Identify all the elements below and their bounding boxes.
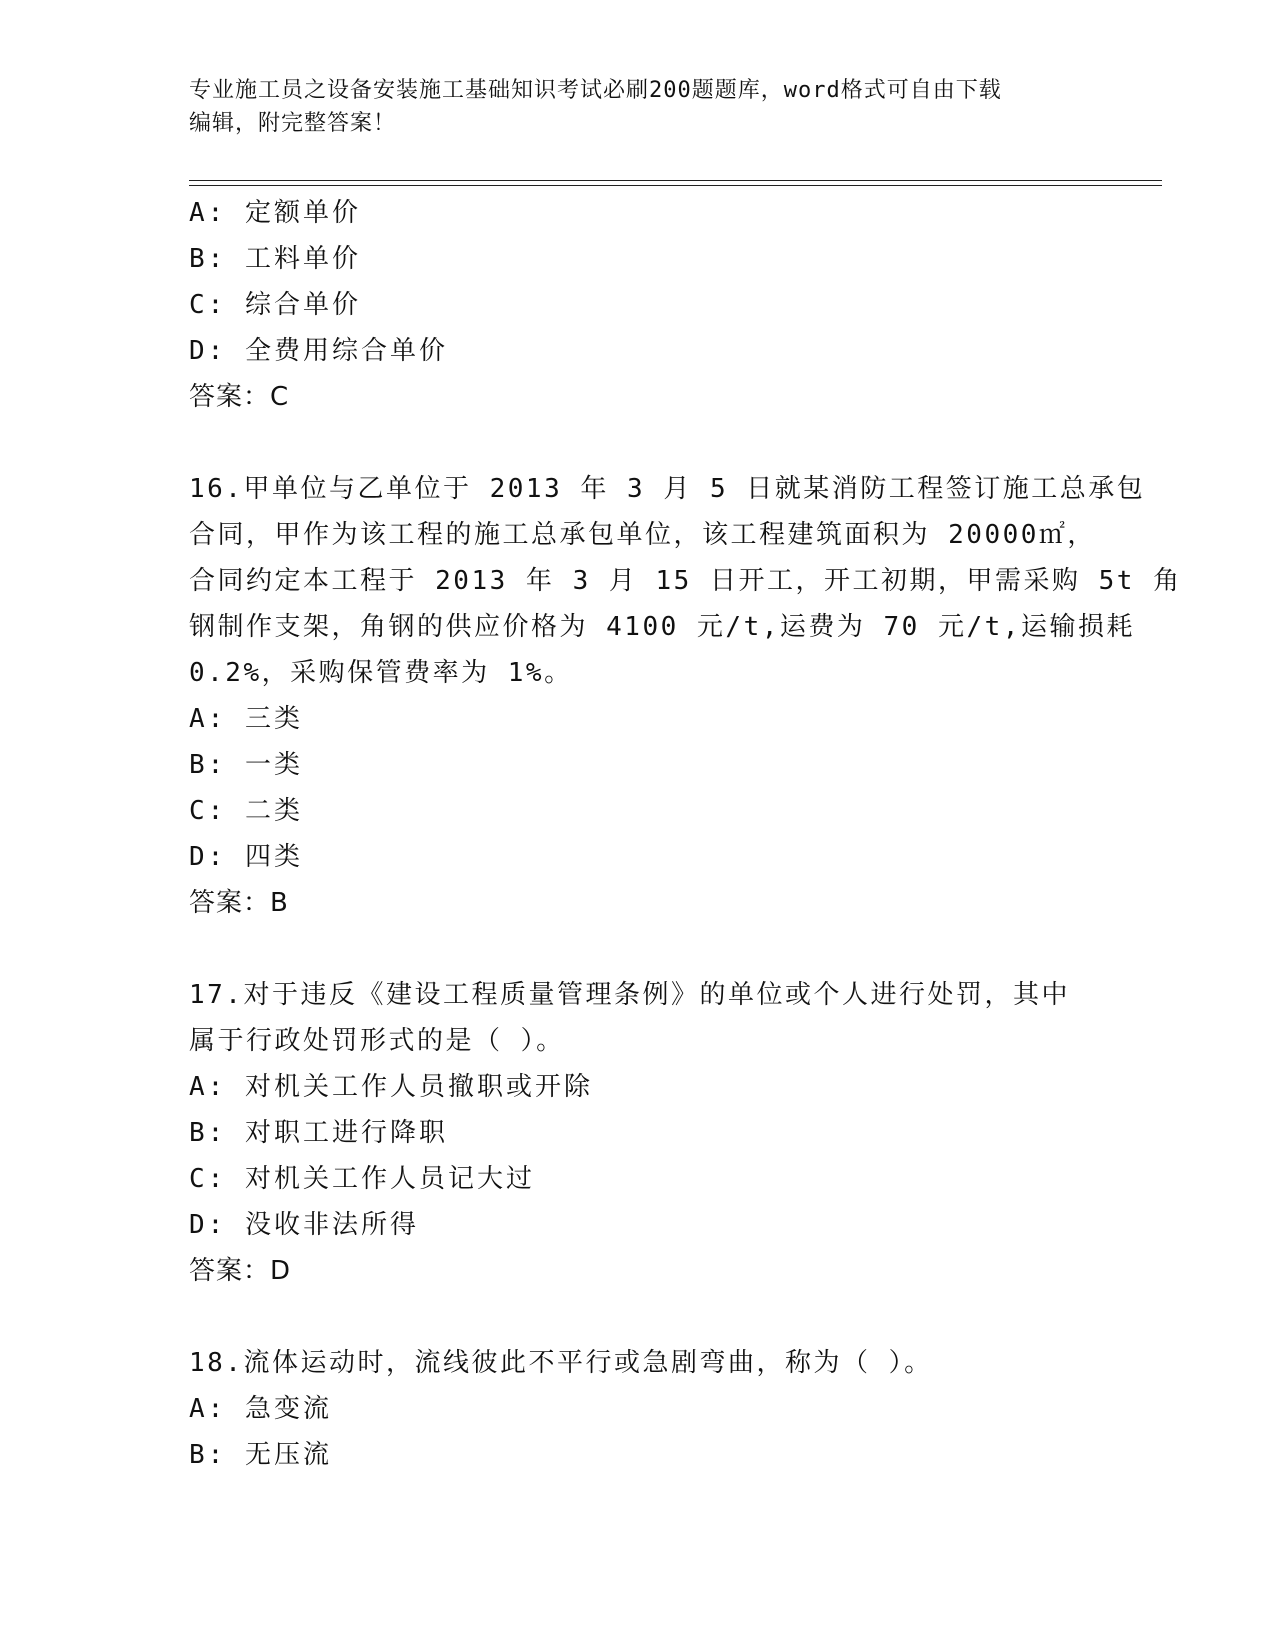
question-list (189, 190, 1182, 1478)
answer-line: 答案：B (189, 888, 289, 918)
option-d: D: 四类 (189, 842, 303, 872)
header-line-1: 专业施工员之设备安装施工基础知识考试必刷200题题库，word格式可自由下载 (189, 78, 1002, 103)
option-a: A: 三类 (189, 704, 303, 734)
question-text-line: 钢制作支架，角钢的供应价格为 4100 元/t,运费为 70 元/t,运输损耗 (189, 612, 1135, 642)
question-text-line: 18.流体运动时，流线彼此不平行或急剧弯曲，称为（ ）。 (189, 1348, 933, 1378)
header-rule-bottom (189, 185, 1162, 186)
option-b: B: 一类 (189, 750, 303, 780)
question-text-line: 0.2%，采购保管费率为 1%。 (189, 658, 573, 688)
document-header (189, 74, 1089, 140)
header-rule-top (189, 180, 1162, 181)
option-b: B: 工料单价 (189, 244, 361, 274)
spacer (189, 926, 1089, 972)
question-15 (189, 190, 1089, 420)
option-d: D: 没收非法所得 (189, 1210, 419, 1240)
question-text-line: 16.甲单位与乙单位于 2013 年 3 月 5 日就某消防工程签订施工总承包 (189, 474, 1146, 504)
answer-line: 答案：C (189, 382, 290, 412)
spacer (189, 420, 1089, 466)
header-line-2: 编辑，附完整答案！ (189, 111, 397, 136)
question-text-line: 合同约定本工程于 2013 年 3 月 15 日开工，开工初期，甲需采购 5t 角 (189, 566, 1182, 596)
option-b: B: 对职工进行降职 (189, 1118, 448, 1148)
option-a: A: 急变流 (189, 1394, 332, 1424)
option-c: C: 综合单价 (189, 290, 361, 320)
question-17 (189, 972, 1089, 1294)
option-c: C: 对机关工作人员记大过 (189, 1164, 535, 1194)
option-b: B: 无压流 (189, 1440, 332, 1470)
answer-line: 答案：D (189, 1256, 292, 1286)
question-16 (189, 466, 1182, 926)
question-text-line: 属于行政处罚形式的是（ ）。 (189, 1026, 565, 1056)
option-d: D: 全费用综合单价 (189, 336, 448, 366)
question-text-line: 合同，甲作为该工程的施工总承包单位，该工程建筑面积为 20000㎡， (189, 520, 1096, 550)
spacer (189, 1294, 1089, 1340)
option-c: C: 二类 (189, 796, 303, 826)
option-a: A: 对机关工作人员撤职或开除 (189, 1072, 593, 1102)
question-text-line: 17.对于违反《建设工程质量管理条例》的单位或个人进行处罚，其中 (189, 980, 1070, 1010)
question-18 (189, 1340, 1089, 1478)
option-a: A: 定额单价 (189, 198, 361, 228)
